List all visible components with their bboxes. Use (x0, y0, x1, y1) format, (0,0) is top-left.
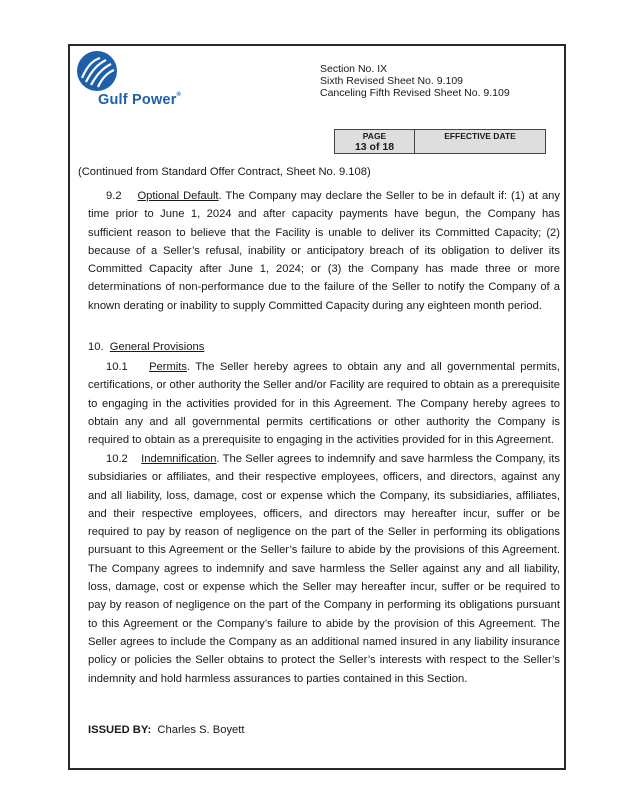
gulf-power-logo-icon (76, 50, 118, 92)
logo-wordmark: Gulf Power® (98, 92, 182, 108)
clause-number: 10.1 (106, 361, 128, 373)
clause-text: . The Company may declare the Seller to be in default if: (1) at any time prior to June 1, 2024 and after capacity payments have begun, the Company has sufficient reason to believe that the Facility is unable to deliver its Committed Capacity; (2) because of a Seller’s refusal, inability or anticipatory breach of its obligation to deliver its Committed Capacity after June 1, 2024; or (3) the Company has made three or more determinations of non-performance due to the failure of the Seller to notify the Company of a known derating or inability to supply Committed Capacity during any eighteen month period. (88, 190, 560, 312)
sheet-reference (320, 63, 510, 100)
page-cell (335, 130, 415, 153)
issued-by-label: ISSUED BY: (88, 724, 152, 736)
paragraph-10-1 (88, 358, 560, 449)
issued-by (88, 724, 244, 736)
clause-title: Indemnification (141, 453, 217, 465)
effective-date-label: EFFECTIVE DATE (444, 131, 516, 141)
clause-title: Permits (149, 361, 187, 373)
section-heading-10: 10. General Provisions (88, 341, 205, 353)
clause-number: 10.2 (106, 453, 128, 465)
page-label: PAGE (362, 131, 387, 141)
continued-note: (Continued from Standard Offer Contract, Sheet No. 9.108) (78, 166, 371, 178)
company-logo (76, 50, 216, 110)
clause-text: . The Seller hereby agrees to obtain any and all governmental permits, certifications, or other authority the Seller and/or Facility are required to obtain as a prerequisite to engaging in the activities provided for in this Agreement. The Company hereby agrees to obtain any and all governmental permits certifications or other authority the Company is required to obtain as a prerequisite to engaging in the activities provided for in this Agreement. (88, 361, 561, 447)
clause-number: 9.2 (106, 190, 122, 202)
page-value: 13 of 18 (354, 141, 395, 153)
issued-by-name: Charles S. Boyett (157, 724, 245, 736)
paragraph-9-2 (88, 187, 560, 315)
clause-title: Optional Default (137, 190, 219, 202)
canceling-sheet: Canceling Fifth Revised Sheet No. 9.109 (320, 87, 510, 100)
revised-sheet: Sixth Revised Sheet No. 9.109 (320, 75, 464, 88)
paragraph-10-2 (88, 450, 560, 688)
section-number: Section No. IX (320, 63, 388, 75)
clause-text: . The Seller agrees to indemnify and save harmless the Company, its subsidiaries or affiliates, and their respective employees, officers, and directors, against any and all liability, loss, damage, cost or expense which the Company, its subsidiaries, affiliates, and their respective employees, officers, and directors may hereafter incur, suffer or be required to pay by reason of negligence on the part of the Seller in performing its obligations pursuant to this Agreement or the Seller’s failure to abide by the provisions of this Agreement. The Company agrees to indemnify and save harmless the Seller against any and all liability, loss, damage, cost or expense which the Seller may hereafter incur, suffer or be required to pay by reason of negligence on the part of the Company in performing its obligations pursuant to this Agreement or the Company’s failure to abide by the provision of this Agreement. The Seller agrees to include the Company as an additional named insured in any liability insurance policy or policies the Seller obtains to protect the Seller’s interests with respect to the Seller’s indemnity and hold harmless assurances to parties contained in this Section. (88, 453, 560, 685)
page-info-box (334, 129, 546, 154)
effective-date-cell (415, 130, 545, 153)
